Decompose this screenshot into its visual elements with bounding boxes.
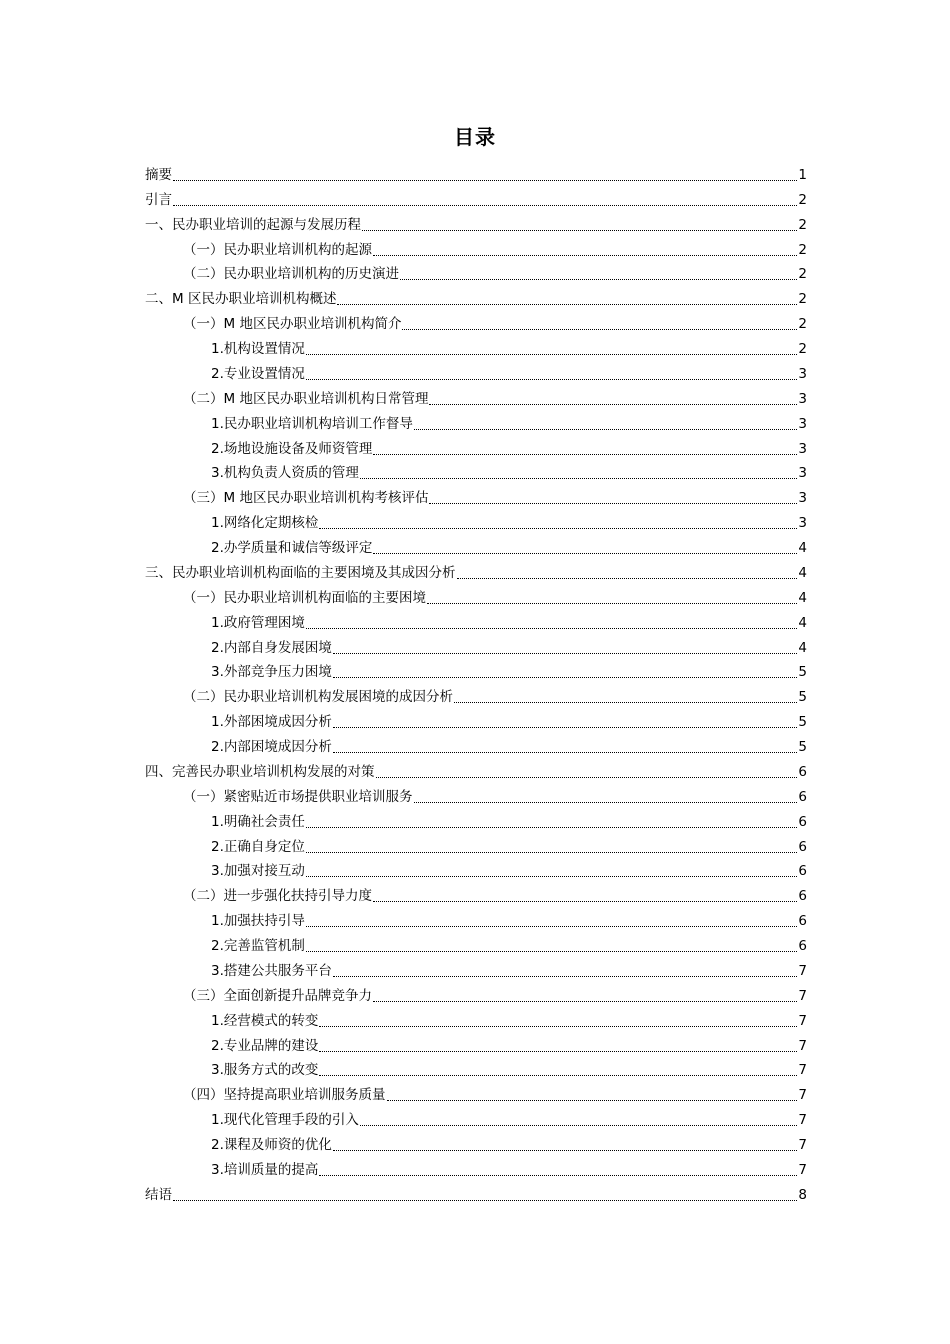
toc-entry[interactable] <box>145 583 807 608</box>
toc-dot-leader <box>457 578 798 579</box>
toc-entry[interactable] <box>145 956 807 981</box>
toc-dot-leader <box>306 354 798 355</box>
toc-dot-leader <box>333 1150 798 1151</box>
toc-entry[interactable] <box>145 857 807 882</box>
toc-dot-leader <box>414 802 798 803</box>
toc-page-number: 7 <box>798 1037 807 1054</box>
toc-entry-text: 四、完善民办职业培训机构发展的对策 <box>145 763 375 780</box>
toc-page-number: 4 <box>798 564 807 581</box>
toc-dot-leader <box>333 752 798 753</box>
toc-entry[interactable] <box>145 1006 807 1031</box>
toc-dot-leader <box>429 404 797 405</box>
toc-dot-leader <box>306 827 798 828</box>
toc-entry[interactable] <box>145 732 807 757</box>
toc-page-number: 3 <box>798 515 807 532</box>
toc-dot-leader <box>373 901 797 902</box>
toc-entry[interactable] <box>145 284 807 309</box>
toc-entry[interactable] <box>145 359 807 384</box>
toc-page-number: 6 <box>798 763 807 780</box>
toc-page-number: 2 <box>798 216 807 233</box>
toc-page-number: 2 <box>798 341 807 357</box>
toc-entry[interactable] <box>145 1056 807 1081</box>
toc-page-number: 2 <box>798 266 807 283</box>
toc-dot-leader <box>333 677 798 678</box>
toc-entry-text: （一）民办职业培训机构面临的主要困境 <box>183 589 426 606</box>
toc-entry-text: 1.明确社会责任 <box>211 813 305 830</box>
toc-entry-text: 3.机构负责人资质的管理 <box>211 465 359 482</box>
toc-dot-leader <box>306 951 798 952</box>
toc-page-number: 2 <box>798 241 807 258</box>
toc-dot-leader <box>173 1200 797 1201</box>
toc-dot-leader <box>400 279 797 280</box>
toc-page-number: 7 <box>798 1137 807 1153</box>
toc-entry[interactable] <box>145 533 807 558</box>
toc-entry[interactable] <box>145 210 807 235</box>
toc-entry-text: 1.政府管理困境 <box>211 614 305 631</box>
toc-dot-leader <box>376 777 798 778</box>
toc-page-number: 7 <box>798 962 807 979</box>
toc-dot-leader <box>360 478 798 479</box>
toc-dot-leader <box>429 503 797 504</box>
toc-page-number: 5 <box>798 689 807 706</box>
toc-page-number: 6 <box>798 788 807 805</box>
toc-dot-leader <box>306 628 798 629</box>
toc-entry-text: 2.专业品牌的建设 <box>211 1037 319 1054</box>
toc-dot-leader <box>173 180 797 181</box>
toc-page-number: 1 <box>798 166 807 183</box>
toc-page-number: 2 <box>798 291 807 308</box>
toc-entry-text: 1.现代化管理手段的引入 <box>211 1112 359 1129</box>
toc-entry-text: 结语 <box>145 1186 172 1203</box>
toc-entry-text: 1.经营模式的转变 <box>211 1012 319 1029</box>
toc-entry[interactable] <box>145 832 807 857</box>
toc-entry-text: 摘要 <box>145 166 172 183</box>
toc-entry-text: （三）M 地区民办职业培训机构考核评估 <box>183 490 429 507</box>
toc-entry-text: 3.外部竞争压力困境 <box>211 664 332 681</box>
toc-entry-text: （四）坚持提高职业培训服务质量 <box>183 1087 386 1104</box>
toc-entry-text: （二）进一步强化扶持引导力度 <box>183 888 372 905</box>
toc-page-number: 6 <box>798 888 807 905</box>
toc-entry[interactable] <box>145 185 807 210</box>
toc-entry[interactable] <box>145 633 807 658</box>
toc-entry-text: 三、民办职业培训机构面临的主要困境及其成因分析 <box>145 564 456 581</box>
toc-page-number: 7 <box>798 1087 807 1104</box>
toc-dot-leader <box>373 553 797 554</box>
toc-entry-text: 2.内部困境成因分析 <box>211 739 332 755</box>
toc-page-number: 8 <box>798 1186 807 1203</box>
toc-entry-text: （二）民办职业培训机构的历史演进 <box>183 266 399 283</box>
toc-entry[interactable] <box>145 757 807 782</box>
toc-dot-leader <box>402 329 797 330</box>
toc-entry[interactable] <box>145 384 807 409</box>
toc-page-number: 5 <box>798 664 807 681</box>
toc-entry-text: 二、M 区民办职业培训机构概述 <box>145 291 337 308</box>
toc-entry[interactable] <box>145 881 807 906</box>
toc-page-number: 4 <box>798 589 807 606</box>
toc-entry[interactable] <box>145 508 807 533</box>
toc-entry-text: 1.民办职业培训机构培训工作督导 <box>211 415 413 432</box>
toc-entry[interactable] <box>145 682 807 707</box>
toc-entry[interactable] <box>145 981 807 1006</box>
toc-page-number: 3 <box>798 365 807 382</box>
toc-entry[interactable] <box>145 483 807 508</box>
toc-entry[interactable] <box>145 235 807 260</box>
toc-page-number: 6 <box>798 913 807 930</box>
toc-entry-text: 3.搭建公共服务平台 <box>211 962 332 979</box>
toc-page-number: 4 <box>798 639 807 656</box>
toc-entry[interactable] <box>145 1105 807 1130</box>
toc-page-number: 6 <box>798 813 807 830</box>
toc-dot-leader <box>319 1175 797 1176</box>
toc-dot-leader <box>362 230 797 231</box>
toc-dot-leader <box>373 255 797 256</box>
toc-entry-text: （二）M 地区民办职业培训机构日常管理 <box>183 390 429 407</box>
toc-entry-text: 1.加强扶持引导 <box>211 913 305 930</box>
toc-entry-text: 2.专业设置情况 <box>211 365 305 382</box>
toc-dot-leader <box>360 1125 798 1126</box>
toc-page-number: 7 <box>798 1062 807 1079</box>
toc-dot-leader <box>454 702 797 703</box>
toc-entry[interactable] <box>145 707 807 732</box>
toc-dot-leader <box>373 454 797 455</box>
toc-page-number: 3 <box>798 415 807 432</box>
toc-entry-text: （一）M 地区民办职业培训机构简介 <box>183 316 402 333</box>
toc-page-number: 4 <box>798 540 807 556</box>
toc-page-number: 7 <box>798 987 807 1004</box>
toc-entry[interactable] <box>145 434 807 459</box>
toc-dot-leader <box>319 1026 797 1027</box>
toc-entry[interactable] <box>145 558 807 583</box>
toc-page-number: 3 <box>798 440 807 457</box>
toc-dot-leader <box>306 852 798 853</box>
toc-dot-leader <box>414 429 798 430</box>
toc-entry[interactable] <box>145 1180 807 1205</box>
toc-entry[interactable] <box>145 409 807 434</box>
toc-entry[interactable] <box>145 309 807 334</box>
toc-entry[interactable] <box>145 260 807 285</box>
toc-entry[interactable] <box>145 459 807 484</box>
toc-page-number: 6 <box>798 863 807 880</box>
toc-entry-text: 1.外部困境成因分析 <box>211 714 332 731</box>
toc-entry[interactable] <box>145 160 807 185</box>
toc-page-number: 3 <box>798 465 807 482</box>
toc-entry[interactable] <box>145 1080 807 1105</box>
toc-entry-text: （一）民办职业培训机构的起源 <box>183 241 372 258</box>
toc-entry-text: 1.机构设置情况 <box>211 341 305 357</box>
toc-page-number: 7 <box>798 1012 807 1029</box>
toc-entry[interactable] <box>145 906 807 931</box>
toc-entry-text: 1.网络化定期核检 <box>211 515 319 532</box>
toc-entry[interactable] <box>145 782 807 807</box>
toc-dot-leader <box>337 304 797 305</box>
toc-dot-leader <box>333 727 798 728</box>
toc-entry-text: 引言 <box>145 191 172 208</box>
toc-entry[interactable] <box>145 807 807 832</box>
toc-page-number: 2 <box>798 316 807 333</box>
toc-entry[interactable] <box>145 1031 807 1056</box>
toc-entry-text: 2.完善监管机制 <box>211 938 305 954</box>
toc-page-number: 7 <box>798 1112 807 1129</box>
toc-page-number: 6 <box>798 838 807 855</box>
toc-dot-leader <box>427 603 797 604</box>
toc-entry-text: （一）紧密贴近市场提供职业培训服务 <box>183 788 413 805</box>
toc-page-number: 3 <box>798 390 807 407</box>
toc-entry-text: 2.内部自身发展困境 <box>211 639 332 656</box>
toc-entry-text: 3.加强对接互动 <box>211 863 305 880</box>
toc-entry-text: 2.课程及师资的优化 <box>211 1137 332 1153</box>
toc-page-number: 3 <box>798 490 807 507</box>
page-title: 目录 <box>454 125 496 149</box>
table-of-contents <box>145 160 807 1205</box>
toc-dot-leader <box>333 976 798 977</box>
toc-entry[interactable] <box>145 608 807 633</box>
toc-page-number: 5 <box>798 714 807 731</box>
toc-dot-leader <box>173 205 797 206</box>
toc-entry-text: 2.场地设施设备及师资管理 <box>211 440 373 457</box>
toc-entry[interactable] <box>145 1155 807 1180</box>
toc-dot-leader <box>306 379 798 380</box>
toc-dot-leader <box>306 926 798 927</box>
toc-page-number: 6 <box>798 938 807 954</box>
toc-entry-text: 3.服务方式的改变 <box>211 1062 319 1079</box>
toc-entry-text: （二）民办职业培训机构发展困境的成因分析 <box>183 689 453 706</box>
toc-entry[interactable] <box>145 1130 807 1155</box>
toc-entry[interactable] <box>145 931 807 956</box>
toc-dot-leader <box>387 1100 798 1101</box>
toc-page-number: 5 <box>798 739 807 755</box>
toc-dot-leader <box>319 1075 797 1076</box>
toc-dot-leader <box>306 876 798 877</box>
toc-entry-text: 2.正确自身定位 <box>211 838 305 855</box>
toc-page-number: 4 <box>798 614 807 631</box>
toc-entry[interactable] <box>145 658 807 683</box>
toc-entry-text: （三）全面创新提升品牌竞争力 <box>183 987 372 1004</box>
toc-page-number: 2 <box>798 191 807 208</box>
toc-entry-text: 一、民办职业培训的起源与发展历程 <box>145 216 361 233</box>
toc-entry[interactable] <box>145 334 807 359</box>
toc-dot-leader <box>319 1051 797 1052</box>
toc-entry-text: 3.培训质量的提高 <box>211 1161 319 1178</box>
toc-entry-text: 2.办学质量和诚信等级评定 <box>211 540 373 556</box>
toc-dot-leader <box>373 1001 797 1002</box>
toc-page-number: 7 <box>798 1161 807 1178</box>
toc-dot-leader <box>333 653 798 654</box>
toc-dot-leader <box>319 528 797 529</box>
